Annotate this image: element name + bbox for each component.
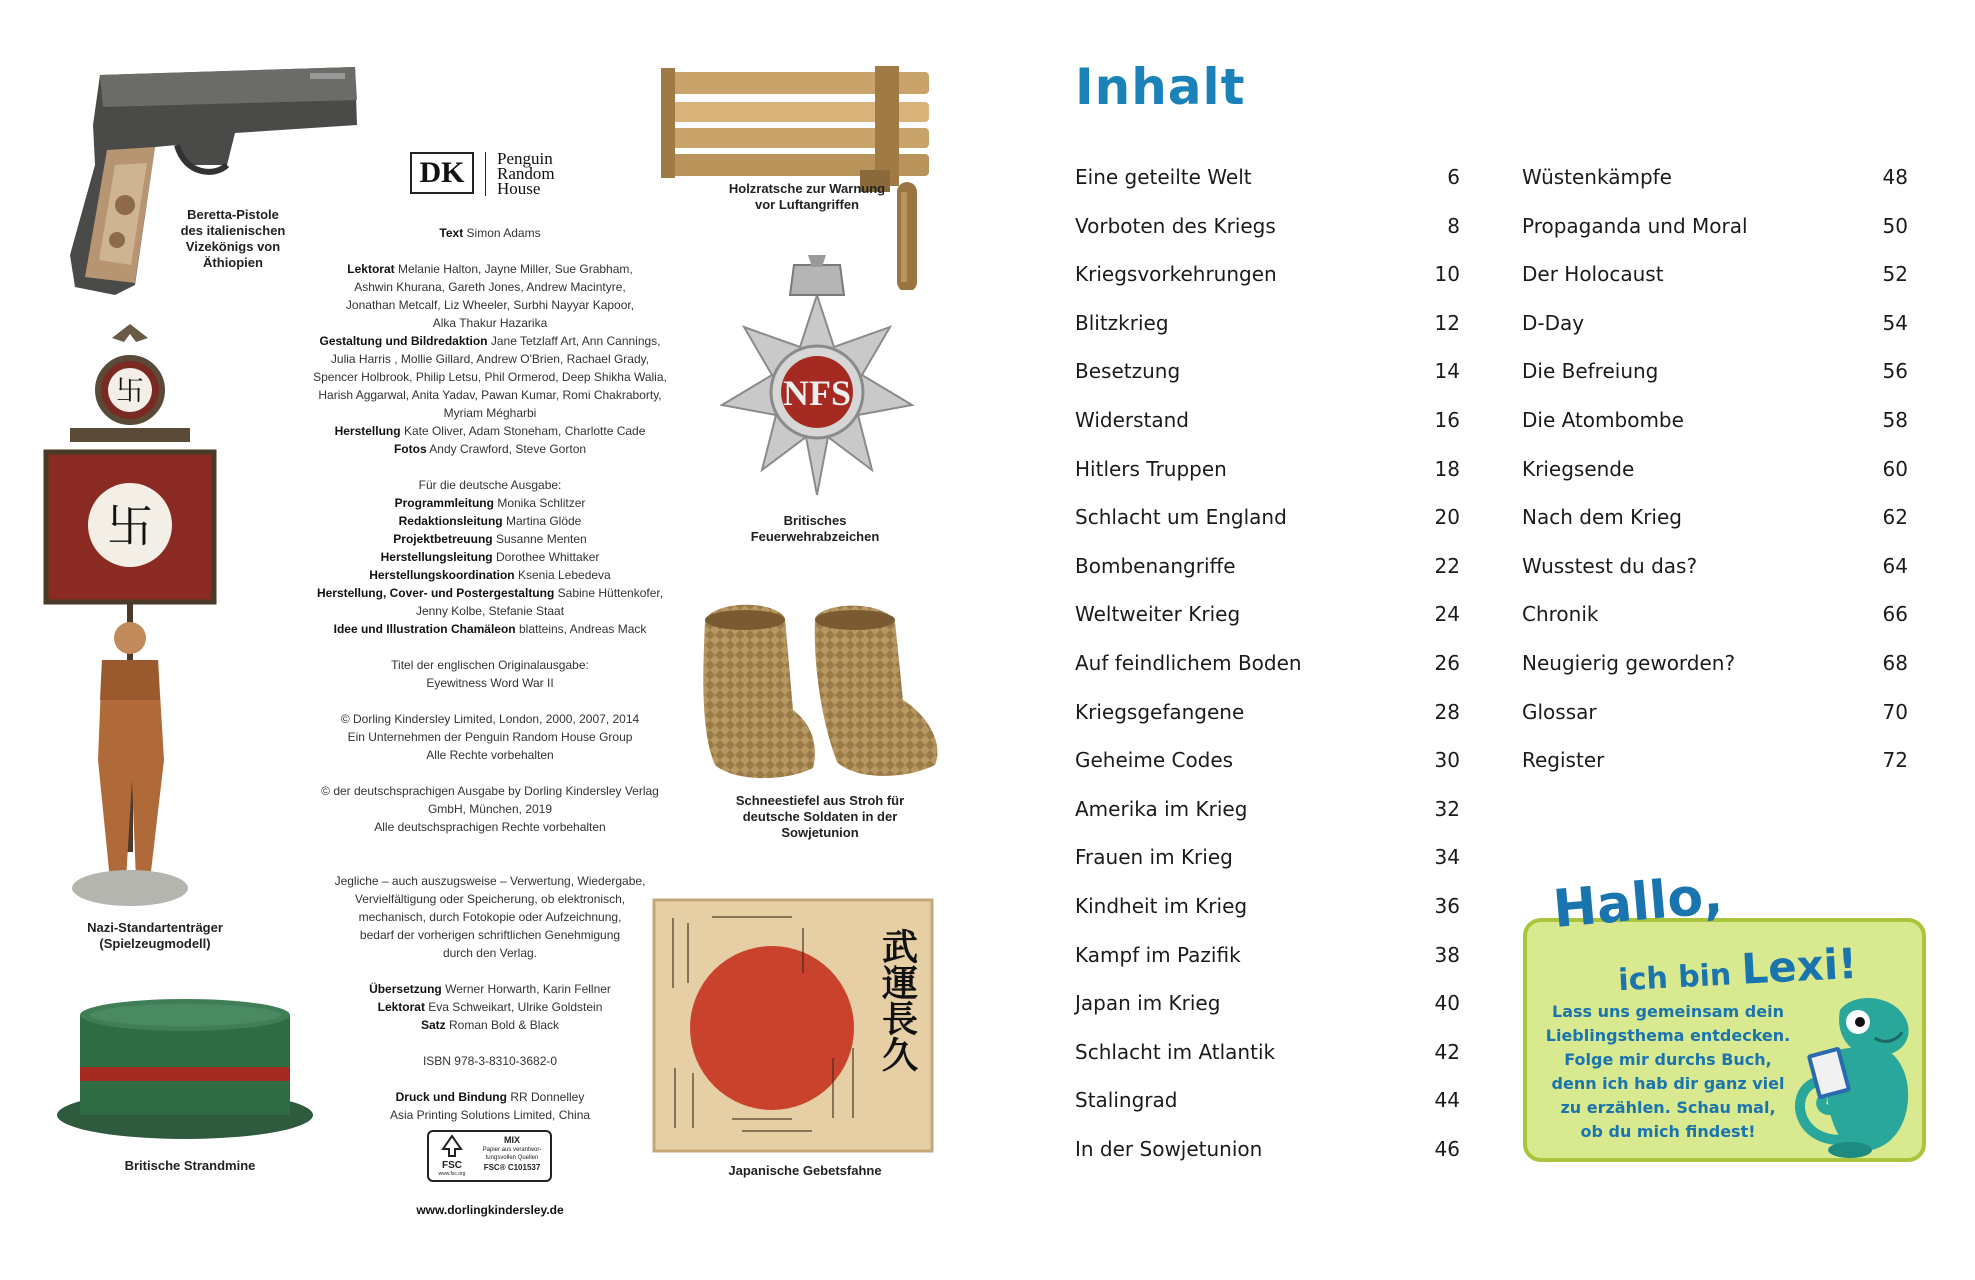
fsc-url: www.fsc.org (438, 1171, 466, 1177)
toc-column-left (1075, 165, 1460, 1185)
toc-entry-page: 12 (1434, 310, 1460, 335)
toc-entry-label: Hitlers Truppen (1075, 456, 1227, 481)
toc-entry-label: Eine geteilte Welt (1075, 165, 1252, 189)
toc-entry-page: 62 (1882, 505, 1908, 530)
toc-entry-page: 64 (1882, 553, 1908, 578)
toc-entry-label: Schlacht im Atlantik (1075, 1039, 1276, 1064)
toc-entry-page: 60 (1882, 456, 1908, 481)
toc-entry-page: 44 (1434, 1088, 1460, 1113)
toc-entry-page: 8 (1447, 213, 1460, 238)
toc-entry[interactable] (1522, 602, 1908, 651)
toc-entry-label: Die Befreiung (1522, 359, 1659, 384)
lexi-line: zu erzählen. Schau mal, (1560, 1098, 1776, 1117)
imprint-lektorat-value: Melanie Halton, Jayne Miller, Sue Grabham, (397, 262, 633, 276)
toc-entry[interactable] (1075, 894, 1460, 943)
imprint-herstellung-value: Kate Oliver, Adam Stoneham, Charlotte Cade (403, 424, 646, 438)
fire-badge-caption: Britisches Feuerwehrabzeichen (750, 513, 880, 544)
fire-badge-text: NFS (782, 373, 852, 413)
prayer-flag-caption: Japanische Gebetsfahne (728, 1163, 882, 1178)
toc-entry-label: Kriegsende (1522, 456, 1635, 481)
prh-line3: House (497, 179, 541, 198)
imprint-line: Jonathan Metcalf, Liz Wheeler, Surbhi Nayyar Kapoor, (345, 298, 635, 312)
imprint-fotos-value: Andy Crawford, Steve Gorton (429, 442, 587, 456)
lexi-name: Lexi! (1740, 938, 1859, 994)
imprint-line: © der deutschsprachigen Ausgabe by Dorling Kindersley Verlag (321, 784, 659, 798)
imprint-gestaltung-value: Jane Tetzlaff Art, Ann Cannings, (490, 334, 661, 348)
toc-title: Inhalt (1075, 58, 1246, 116)
lexi-line: Folge mir durchs Buch, (1564, 1050, 1772, 1069)
toc-entry-page: 6 (1447, 165, 1460, 189)
toc-entry[interactable] (1522, 651, 1908, 700)
toc-entry[interactable] (1075, 359, 1460, 408)
toc-entry[interactable] (1075, 214, 1460, 263)
toc-entry[interactable] (1075, 943, 1460, 992)
lexi-message (1533, 1000, 1803, 1144)
imprint-ueb-value: Werner Horwarth, Karin Fellner (445, 982, 611, 996)
toc-entry-page: 30 (1434, 748, 1460, 773)
toc-entry-page: 18 (1434, 456, 1460, 481)
imprint-proj-value: Susanne Menten (495, 532, 587, 546)
toc-entry-page: 52 (1882, 262, 1908, 287)
toc-entry[interactable] (1522, 359, 1908, 408)
svg-text:卐: 卐 (115, 374, 145, 407)
imprint-line: durch den Verlag. (442, 946, 538, 960)
toc-entry-label: Glossar (1522, 699, 1597, 724)
imprint-gestaltung-label: Gestaltung und Bildredaktion (319, 334, 488, 348)
toc-entry-label: Chronik (1522, 602, 1599, 627)
toc-entry-label: Geheime Codes (1075, 748, 1234, 773)
standard-bearer-caption: Nazi-Standartenträger (Spielzeugmodell) (87, 920, 223, 951)
rattle-caption: Holzratsche zur Warnung vor Luftangriffen (728, 181, 886, 212)
toc-entry-page: 54 (1882, 310, 1908, 335)
toc-entry-label: Kriegsvorkehrungen (1075, 262, 1277, 287)
toc-entry-page: 32 (1434, 796, 1460, 821)
imprint-line: Vervielfältigung oder Speicherung, ob elektronisch, (354, 892, 626, 906)
imprint-fotos-label: Fotos (393, 442, 427, 456)
toc-entry-page: 22 (1434, 553, 1460, 578)
imprint-line: mechanisch, durch Fotokopie oder Aufzeichnung, (358, 910, 622, 924)
imprint-druck-value: RR Donnelley (510, 1090, 585, 1104)
toc-column-right (1522, 165, 1908, 797)
prh-logo (497, 151, 555, 196)
toc-entry-label: Register (1522, 748, 1605, 773)
toc-entry[interactable] (1075, 262, 1460, 311)
imprint-line: Julia Harris , Mollie Gillard, Andrew O'Brien, Rachael Grady, (330, 352, 650, 366)
toc-entry-page: 66 (1882, 602, 1908, 627)
lexi-line: denn ich hab dir ganz viel (1551, 1074, 1785, 1093)
prh-line2: Random (497, 164, 555, 183)
imprint-idee-value: blatteins, Andreas Mack (518, 622, 647, 636)
imprint-hc-label: Herstellung, Cover- und Postergestaltung (316, 586, 555, 600)
imprint-line: Ein Unternehmen der Penguin Random House Group (347, 730, 633, 744)
prayer-flag-image (652, 898, 934, 1153)
straw-boots-caption: Schneestiefel aus Stroh für deutsche Soldaten in der Sowjetunion (735, 793, 905, 840)
imprint-line: Alle Rechte vorbehalten (426, 748, 554, 762)
toc-entry-label: Die Atombombe (1522, 407, 1684, 432)
toc-entry-label: Japan im Krieg (1075, 991, 1221, 1016)
toc-entry[interactable] (1075, 1040, 1460, 1089)
imprint-red-label: Redaktionsleitung (398, 514, 503, 528)
toc-entry-label: Schlacht um England (1075, 505, 1287, 530)
toc-entry-page: 72 (1882, 748, 1908, 773)
toc-entry-label: Wusstest du das? (1522, 553, 1698, 578)
imprint-lek2-value: Eva Schweikart, Ulrike Goldstein (428, 1000, 603, 1014)
imprint-line: Asia Printing Solutions Limited, China (389, 1108, 591, 1122)
toc-entry[interactable] (1522, 408, 1908, 457)
toc-entry-page: 10 (1434, 262, 1460, 287)
toc-entry-page: 28 (1434, 699, 1460, 724)
toc-entry-page: 46 (1434, 1136, 1460, 1161)
toc-entry-page: 48 (1882, 165, 1908, 189)
toc-entry[interactable] (1075, 408, 1460, 457)
imprint-line: Für die deutsche Ausgabe: (418, 478, 562, 492)
imprint-prog-label: Programmleitung (394, 496, 494, 510)
toc-entry[interactable] (1522, 554, 1908, 603)
imprint-text-value: Simon Adams (466, 226, 541, 240)
imprint-druck-label: Druck und Bindung (395, 1090, 507, 1104)
toc-entry-label: Propaganda und Moral (1522, 213, 1748, 238)
toc-entry-page: 24 (1434, 602, 1460, 627)
dk-logo (410, 152, 474, 194)
standard-bearer-image (40, 320, 220, 910)
toc-entry[interactable] (1075, 311, 1460, 360)
toc-entry-label: Weltweiter Krieg (1075, 602, 1241, 627)
publisher-website[interactable]: www.dorlingkindersley.de (416, 1203, 564, 1217)
dk-logo-text: DK (419, 156, 465, 189)
toc-entry-label: Auf feindlichem Boden (1075, 650, 1302, 675)
toc-entry[interactable] (1522, 262, 1908, 311)
imprint-ueb-label: Übersetzung (369, 982, 442, 996)
toc-entry[interactable] (1075, 991, 1460, 1040)
toc-entry-page: 34 (1434, 845, 1460, 870)
imprint-line: © Dorling Kindersley Limited, London, 2000, 2007, 2014 (340, 712, 640, 726)
toc-entry[interactable] (1522, 505, 1908, 554)
imprint-line: Jegliche – auch auszugsweise – Verwertung, Wiedergabe, (334, 874, 646, 888)
pistol-caption: Beretta-Pistole des italienischen Vizekönigs von Äthiopien (180, 207, 286, 270)
imprint-line: Spencer Holbrook, Philip Letsu, Phil Ormerod, Deep Shikha Walia, (313, 370, 667, 384)
imprint-hk-value: Ksenia Lebedeva (517, 568, 611, 582)
fsc-tree-icon (439, 1135, 465, 1157)
toc-entry-label: Blitzkrieg (1075, 310, 1169, 335)
imprint-idee-label: Idee und Illustration Chamäleon (333, 622, 516, 636)
chameleon-mascot-icon (1780, 990, 1920, 1160)
lexi-line: ob du mich findest! (1580, 1122, 1756, 1141)
imprint-hc-value: Sabine Hüttenkofer, (557, 586, 664, 600)
imprint-line: Jenny Kolbe, Stefanie Staat (415, 604, 565, 618)
imprint-hl-label: Herstellungsleitung (380, 550, 493, 564)
toc-entry[interactable] (1522, 165, 1908, 214)
toc-entry-page: 20 (1434, 505, 1460, 530)
prh-line1: Penguin (497, 149, 553, 168)
toc-entry-label: Vorboten des Kriegs (1075, 213, 1276, 238)
imprint-line: Alka Thakur Hazarika (432, 316, 548, 330)
imprint-line: bedarf der vorherigen schriftlichen Genehmigung (359, 928, 621, 942)
toc-entry[interactable] (1075, 602, 1460, 651)
imprint-line: Alle deutschsprachigen Rechte vorbehalten (374, 820, 606, 834)
fsc-logo (433, 1135, 471, 1179)
toc-entry-page: 16 (1434, 407, 1460, 432)
toc-entry-page: 70 (1882, 699, 1908, 724)
lexi-line: Lieblingsthema entdecken. (1545, 1026, 1791, 1045)
toc-entry-label: Kindheit im Krieg (1075, 893, 1248, 918)
toc-entry-label: Wüstenkämpfe (1522, 165, 1672, 189)
toc-entry[interactable] (1075, 457, 1460, 506)
toc-entry-page: 38 (1434, 942, 1460, 967)
imprint-line: Ashwin Khurana, Gareth Jones, Andrew Macintyre, (354, 280, 626, 294)
toc-entry-label: Der Holocaust (1522, 262, 1664, 287)
imprint-block (300, 224, 680, 1124)
toc-entry[interactable] (1075, 554, 1460, 603)
imprint-lektorat-label: Lektorat (347, 262, 395, 276)
toc-entry-label: Widerstand (1075, 407, 1190, 432)
toc-entry[interactable] (1522, 311, 1908, 360)
fsc-box (427, 1130, 552, 1182)
toc-entry[interactable] (1075, 165, 1460, 214)
imprint-line: GmbH, München, 2019 (427, 802, 553, 816)
imprint-isbn: ISBN 978-3-8310-3682-0 (422, 1054, 558, 1068)
toc-entry-label: Amerika im Krieg (1075, 796, 1248, 821)
toc-entry-label: Neugierig geworden? (1522, 650, 1736, 675)
toc-entry-label: Kampf im Pazifik (1075, 942, 1241, 967)
toc-entry-page: 56 (1882, 359, 1908, 384)
fsc-code: FSC® C101537 (483, 1163, 541, 1172)
toc-entry[interactable] (1522, 700, 1908, 749)
toc-entry-page: 58 (1882, 407, 1908, 432)
toc-entry[interactable] (1075, 651, 1460, 700)
imprint-prog-value: Monika Schlitzer (497, 496, 586, 510)
toc-entry[interactable] (1075, 1137, 1460, 1186)
imprint-satz-value: Roman Bold & Black (448, 1018, 560, 1032)
fire-badge-image (712, 255, 922, 500)
toc-entry[interactable] (1075, 505, 1460, 554)
fsc-text-1: Papier aus verantwor- (482, 1147, 542, 1153)
straw-boots-image (695, 600, 945, 785)
toc-entry-label: Frauen im Krieg (1075, 845, 1233, 870)
imprint-satz-label: Satz (420, 1018, 446, 1032)
imprint-herstellung-label: Herstellung (334, 424, 401, 438)
toc-entry-label: In der Sowjetunion (1075, 1136, 1263, 1161)
toc-entry-page: 40 (1434, 991, 1460, 1016)
toc-entry-page: 42 (1434, 1039, 1460, 1064)
toc-entry[interactable] (1075, 748, 1460, 797)
lexi-ich-bin: ich bin (1617, 957, 1733, 999)
toc-entry-label: Stalingrad (1075, 1088, 1178, 1113)
lexi-line: Lass uns gemeinsam dein (1552, 1002, 1784, 1021)
imprint-hl-value: Dorothee Whittaker (495, 550, 600, 564)
prh-divider (485, 152, 486, 196)
toc-entry-page: 50 (1882, 213, 1908, 238)
toc-entry-page: 36 (1434, 893, 1460, 918)
toc-entry[interactable] (1075, 1088, 1460, 1137)
fsc-text-2: tungsvollen Quellen (485, 1155, 539, 1161)
toc-entry-label: Bombenangriffe (1075, 553, 1236, 578)
imprint-text-label: Text (439, 226, 464, 240)
imprint-red-value: Martina Glöde (505, 514, 582, 528)
toc-entry-page: 26 (1434, 650, 1460, 675)
fsc-logo-text: FSC (442, 1160, 462, 1171)
toc-entry-page: 14 (1434, 359, 1460, 384)
beach-mine-caption: Britische Strandmine (124, 1158, 256, 1173)
toc-entry-label: Kriegsgefangene (1075, 699, 1245, 724)
imprint-lek2-label: Lektorat (377, 1000, 425, 1014)
imprint-hk-label: Herstellungskoordination (369, 568, 515, 582)
toc-entry-page: 68 (1882, 650, 1908, 675)
lexi-hallo: Hallo, (1550, 865, 1726, 940)
fsc-mix: MIX (503, 1135, 520, 1145)
toc-entry[interactable] (1075, 797, 1460, 846)
prayer-flag-text: 武運長久 (876, 928, 918, 1072)
toc-entry[interactable] (1075, 845, 1460, 894)
imprint-line: Myriam Mégharbi (443, 406, 537, 420)
imprint-line: Harish Aggarwal, Anita Yadav, Pawan Kumar, Romi Chakraborty, (318, 388, 662, 402)
toc-entry[interactable] (1522, 214, 1908, 263)
svg-text:卐: 卐 (107, 499, 153, 553)
toc-entry-label: D-Day (1522, 310, 1585, 335)
toc-entry-label: Nach dem Krieg (1522, 505, 1682, 530)
imprint-line: Titel der englischen Originalausgabe: (391, 658, 589, 672)
imprint-proj-label: Projektbetreuung (393, 532, 493, 546)
toc-entry[interactable] (1522, 457, 1908, 506)
beach-mine-image (55, 995, 315, 1145)
toc-entry-label: Besetzung (1075, 359, 1181, 384)
imprint-line: Eyewitness Word War II (426, 676, 554, 690)
toc-entry[interactable] (1522, 748, 1908, 797)
toc-entry[interactable] (1075, 700, 1460, 749)
